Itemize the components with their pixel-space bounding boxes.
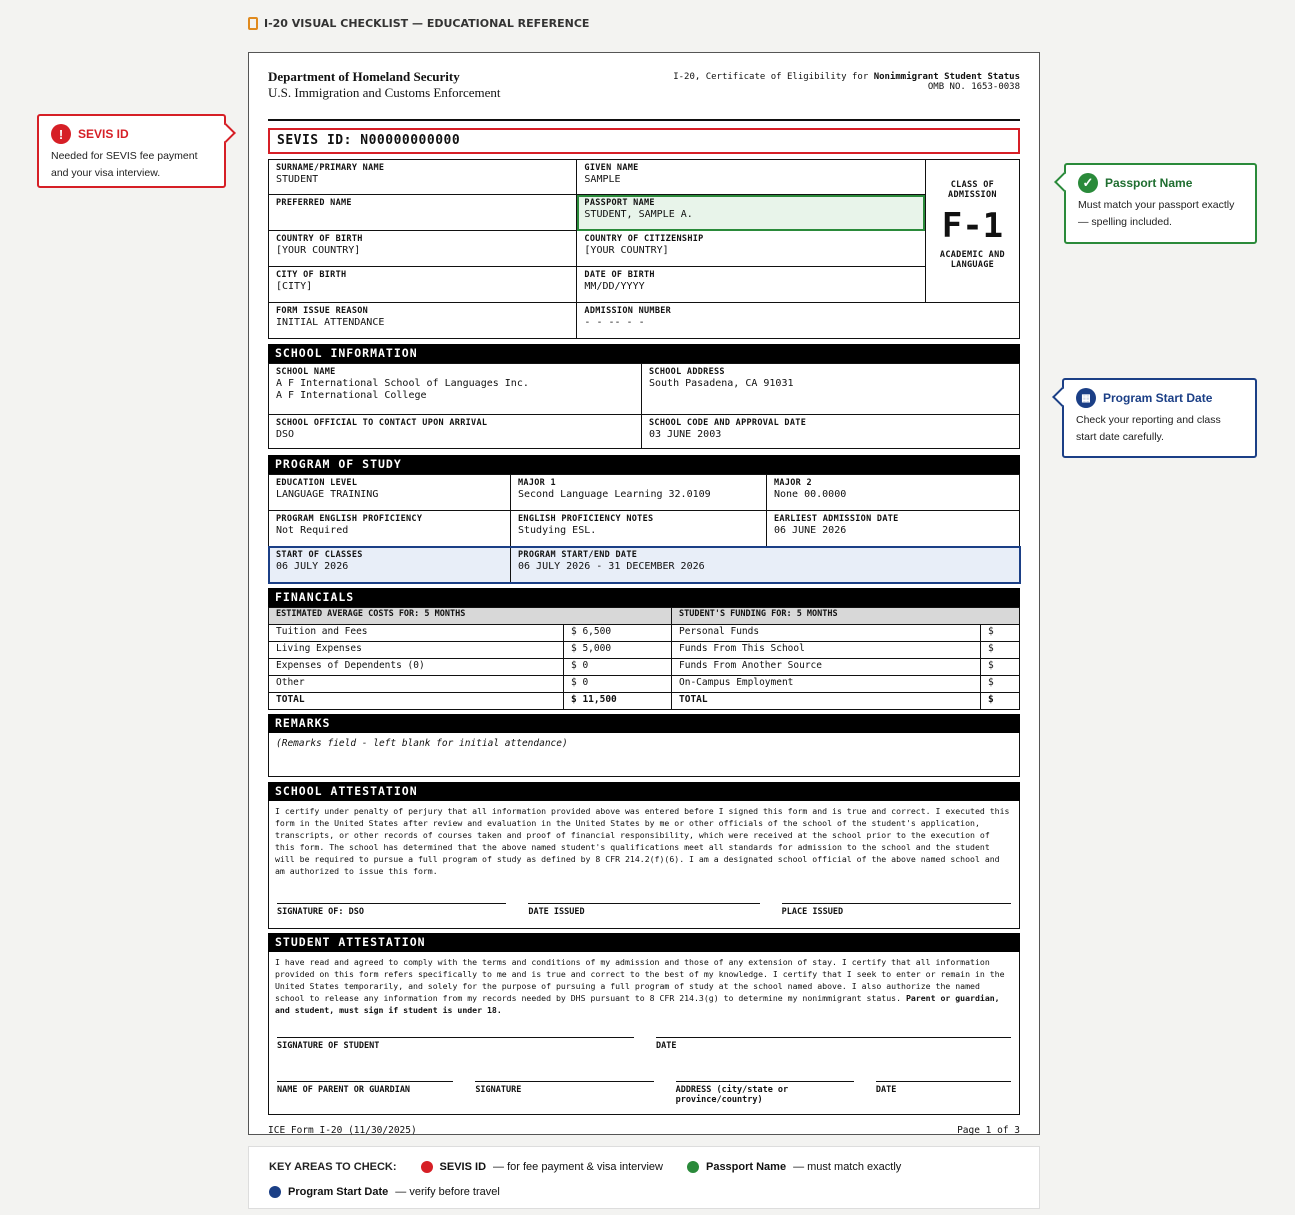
earliest-admission: 06 JUNE 2026 (774, 525, 847, 536)
class-value: F-1 (941, 206, 1004, 246)
school-attestation-text: I certify under penalty of perjury that all information provided above was entered before I signed this form and is true and correct. I executed this form in the United States after review and evaluation in the United States by me or other officials of the school of the student's application, transcripts, or other records of courses taken and proof of financial responsibility, which were received at the school prior to the execution of this form. The school has determined that the above named student's qualifications meet all standards for admission to the school and the student will be required to pursue a full program of study as defined by 8 CFR 214.2(f)(6). I am a designated school official of the above named school and am authorized to issue this form. (275, 806, 1010, 876)
parent-signature-line: SIGNATURE (475, 1081, 653, 1105)
form-version: ICE Form I-20 (11/30/2025) (268, 1125, 417, 1136)
financials-header: FINANCIALS (268, 588, 1020, 607)
student-signature-line: SIGNATURE OF STUDENT (277, 1037, 634, 1051)
program-callout-title: Program Start Date (1103, 391, 1213, 405)
proficiency-notes: Studying ESL. (518, 525, 597, 536)
passport-callout-title: Passport Name (1105, 176, 1193, 190)
student-attestation-box (268, 952, 1020, 1115)
costs-header: ESTIMATED AVERAGE COSTS FOR: 5 MONTHS (269, 608, 672, 625)
page-number: Page 1 of 3 (957, 1125, 1020, 1136)
fin-row: Expenses of Dependents (0) $ 0 Funds From Another Source $ (269, 659, 1020, 676)
passport-name: STUDENT, SAMPLE A. (584, 209, 693, 220)
check-icon: ✓ (1078, 173, 1098, 193)
admission-number: - - -- - - (584, 317, 645, 328)
fin-row: Living Expenses $ 5,000 Funds From This School $ (269, 642, 1020, 659)
passport-callout-desc: Must match your passport exactly — spelling included. (1078, 199, 1235, 228)
school-attestation-box (268, 801, 1020, 929)
passport-name-cell: PASSPORT NAME STUDENT, SAMPLE A. (577, 195, 925, 231)
school-info-header: SCHOOL INFORMATION (268, 344, 1020, 363)
exclamation-icon: ! (51, 124, 71, 144)
program-callout-desc: Check your reporting and class start date carefully. (1076, 414, 1221, 443)
program-callout (1062, 378, 1257, 458)
city-of-birth: [CITY] (276, 281, 313, 292)
school-attestation-header: SCHOOL ATTESTATION (268, 782, 1020, 801)
place-issued-line: PLACE ISSUED (782, 903, 1011, 917)
country-of-citizenship: [YOUR COUNTRY] (584, 245, 669, 256)
parent-address-line: ADDRESS (city/state or province/country) (676, 1081, 854, 1105)
program-header: PROGRAM OF STUDY (268, 455, 1020, 474)
callout-pointer (1052, 387, 1072, 407)
date-of-birth: MM/DD/YYYY (584, 281, 645, 292)
top-label-text: I-20 VISUAL CHECKLIST — EDUCATIONAL REFERENCE (264, 17, 590, 30)
program-start-end: 06 JULY 2026 - 31 DECEMBER 2026 (518, 561, 705, 572)
student-info-table: SURNAME/PRIMARY NAME STUDENT GIVEN NAME SAMPLE CLASS OF ADMISSION F-1 ACADEMIC AND LANGUAGE PREFERRED NAME PASSPORT NAME STUDENT, SAMPLE A. COUNTRY OF BIRTH [YOUR COUNTRY] COUNTRY OF CITIZENSHIP [YOUR COUNTRY] CITY OF BIRTH [CITY] DATE OF BIRTH MM/DD/YYYY FORM ISSUE REASON INITIAL ATTENDANCE ADMISSION NUMBER - - -- - - (268, 159, 1020, 339)
financials-table (268, 607, 1020, 710)
school-official: DSO (276, 429, 295, 440)
parent-date-line: DATE (876, 1081, 1011, 1105)
start-of-classes: 06 JULY 2026 (276, 561, 349, 572)
agency-name: U.S. Immigration and Customs Enforcement (268, 85, 501, 100)
program-table: EDUCATION LEVEL LANGUAGE TRAINING MAJOR 1 Second Language Learning 32.0109 MAJOR 2 None 00.0000 PROGRAM ENGLISH PROFICIENCY Not Required ENGLISH PROFICIENCY NOTES Studying ESL. EARLIEST ADMISSION DATE 06 JUNE 2026 START OF CLASSES 06 JULY 2026 PROGRAM START/END DATE 06 JULY 2026 - 31 DECEMBER 2026 (268, 474, 1020, 583)
fin-row: Tuition and Fees $ 6,500 Personal Funds $ (269, 625, 1020, 642)
funding-header: STUDENT'S FUNDING FOR: 5 MONTHS (672, 608, 1020, 625)
given-name: SAMPLE (584, 174, 621, 185)
school-name-1: A F International School of Languages Inc. (276, 378, 529, 389)
callout-pointer (216, 123, 236, 143)
i20-form (248, 52, 1040, 1135)
calendar-icon: ▦ (1076, 388, 1096, 408)
student-date-line: DATE (656, 1037, 1011, 1051)
legend-title: KEY AREAS TO CHECK: (269, 1161, 397, 1173)
legend (248, 1146, 1040, 1209)
fin-total-row: TOTAL $ 11,500 TOTAL $ (269, 693, 1020, 710)
form-header (268, 69, 1020, 121)
school-info-table: SCHOOL NAME A F International School of Languages Inc. A F International College SCHOOL ADDRESS South Pasadena, CA 91031 SCHOOL OFFICIAL TO CONTACT UPON ARRIVAL DSO SCHOOL CODE AND APPROVAL DATE 03 JUNE 2003 (268, 363, 1020, 449)
clipboard-icon (248, 17, 258, 30)
school-address: South Pasadena, CA 91031 (649, 378, 794, 389)
form-footer (268, 1125, 1020, 1136)
sevis-callout-title: SEVIS ID (78, 127, 129, 141)
passport-callout (1064, 163, 1257, 244)
english-proficiency: Not Required (276, 525, 349, 536)
country-of-birth: [YOUR COUNTRY] (276, 245, 361, 256)
sevis-id-box: SEVIS ID: N00000000000 (268, 128, 1020, 154)
parent-name-line: NAME OF PARENT OR GUARDIAN (277, 1081, 453, 1105)
sevis-callout-desc: Needed for SEVIS fee payment and your visa interview. (51, 150, 198, 179)
legend-item-passport: Passport Name — must match exactly (687, 1161, 901, 1173)
form-title: I-20, Certificate of Eligibility for Nonimmigrant Student Status (673, 72, 1020, 82)
fin-row: Other $ 0 On-Campus Employment $ (269, 676, 1020, 693)
red-dot-icon (421, 1161, 433, 1173)
callout-pointer (1054, 172, 1074, 192)
dso-signature-line: SIGNATURE OF: DSO (277, 903, 506, 917)
legend-item-program: Program Start Date — verify before travel (269, 1186, 500, 1198)
remarks-header: REMARKS (268, 714, 1020, 733)
omb-number: OMB NO. 1653-0038 (927, 82, 1020, 92)
date-issued-line: DATE ISSUED (528, 903, 759, 917)
form-issue-reason: INITIAL ATTENDANCE (276, 317, 385, 328)
major-2: None 00.0000 (774, 489, 847, 500)
program-start-row: START OF CLASSES 06 JULY 2026 PROGRAM START/END DATE 06 JULY 2026 - 31 DECEMBER 2026 (269, 547, 1020, 583)
surname: STUDENT (276, 174, 319, 185)
major-1: Second Language Learning 32.0109 (518, 489, 711, 500)
school-name-2: A F International College (276, 390, 427, 401)
top-label (248, 17, 589, 30)
remarks-field: (Remarks field - left blank for initial attendance) (268, 733, 1020, 777)
blue-dot-icon (269, 1186, 281, 1198)
student-attestation-text: I have read and agreed to comply with the terms and conditions of my admission and those of any extension of stay. I certify that all information provided on this form refers specifically to me and is true and correct to the best of my knowledge. I certify that I seek to enter or remain in the United States temporarily, and solely for the purpose of pursuing a full program of study at the school named above. I also authorize the named school to release any information from my records needed by DHS pursuant to 8 CFR 214.3(g) to determine my nonimmigrant status. Parent or guardian, and student, must sign if student is under 18. (275, 957, 1005, 1015)
student-attestation-header: STUDENT ATTESTATION (268, 933, 1020, 952)
legend-item-sevis: SEVIS ID — for fee payment & visa interview (421, 1161, 663, 1173)
school-code: 03 JUNE 2003 (649, 429, 722, 440)
class-of-admission: CLASS OF ADMISSION F-1 ACADEMIC AND LANGUAGE (925, 160, 1019, 303)
green-dot-icon (687, 1161, 699, 1173)
dept-name: Department of Homeland Security (268, 69, 460, 84)
sevis-callout (37, 114, 226, 188)
education-level: LANGUAGE TRAINING (276, 489, 379, 500)
